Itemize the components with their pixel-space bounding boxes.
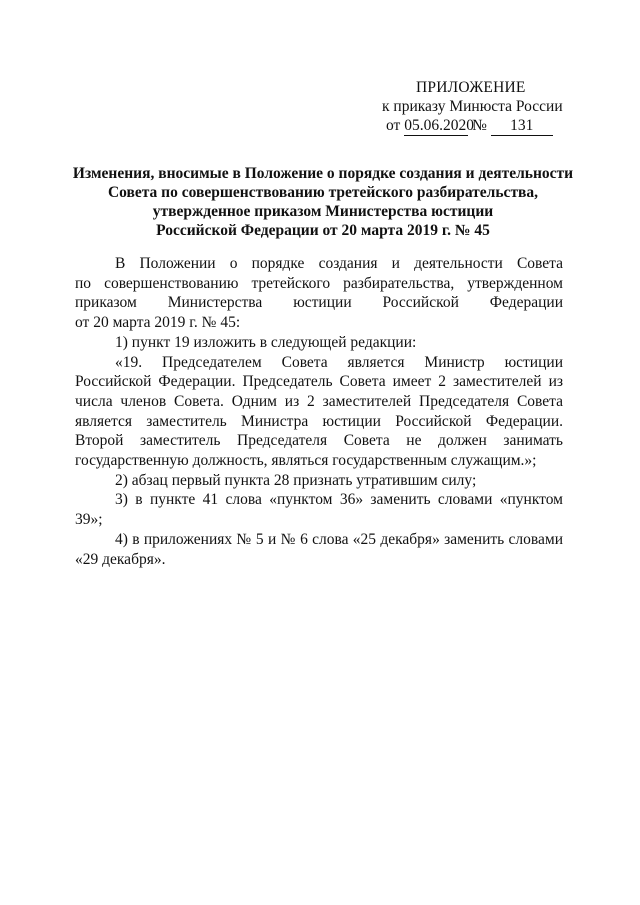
item-2: 2) абзац первый пункта 28 признать утратившим силу; [115, 471, 477, 489]
intro-line-1: В Положении о порядке создания и деятельности Совета [115, 255, 563, 272]
appendix-title: ПРИЛОЖЕНИЕ [416, 79, 526, 96]
item-4: 4) в приложениях № 5 и № 6 слова «25 декабря» заменить словами «29 декабря». [75, 530, 563, 568]
intro-line-2: по совершенствованию третейского разбирательства, утвержденном [75, 274, 563, 292]
quoted-paragraph: «19. Председателем Совета является Министр юстиции Российской Федерации. Председатель Совета имеет 2 заместителей из числа членов Совета. Одним из 2 заместителей Председателя Совета является заместитель Министра юстиции Российской Федерации. Второй заместитель Председателя Совета не должен занимать государственную должность, являться государственным служащим.»; [75, 353, 563, 470]
ot-label: от [386, 117, 401, 134]
title-line-2: Совета по совершенствованию третейского разбирательства, [107, 184, 539, 201]
item-1: 1) пункт 19 изложить в следующей редакции: [115, 333, 417, 351]
order-date-number [386, 116, 553, 136]
order-number: 131 [491, 116, 553, 136]
title-line-1: Изменения, вносимые в Положение о порядке создания и деятельности [72, 165, 574, 182]
order-date: 05.06.2020 [404, 117, 474, 134]
title-line-4: Российской Федерации от 20 марта 2019 г. № 45 [156, 222, 490, 239]
number-label: № [472, 117, 487, 134]
item-3: 3) в пункте 41 слова «пунктом 36» заменить словами «пунктом 39»; [75, 491, 563, 529]
intro-line-3: приказом Министерства юстиции Российской Федерации [75, 294, 563, 312]
order-reference: к приказу Минюста России [382, 98, 563, 115]
document-title [64, 164, 582, 240]
document-body [75, 254, 563, 569]
intro-paragraph [75, 254, 563, 333]
intro-line-4: от 20 марта 2019 г. № 45: [75, 314, 241, 332]
title-line-3: утвержденное приказом Министерства юстиции [152, 203, 494, 220]
